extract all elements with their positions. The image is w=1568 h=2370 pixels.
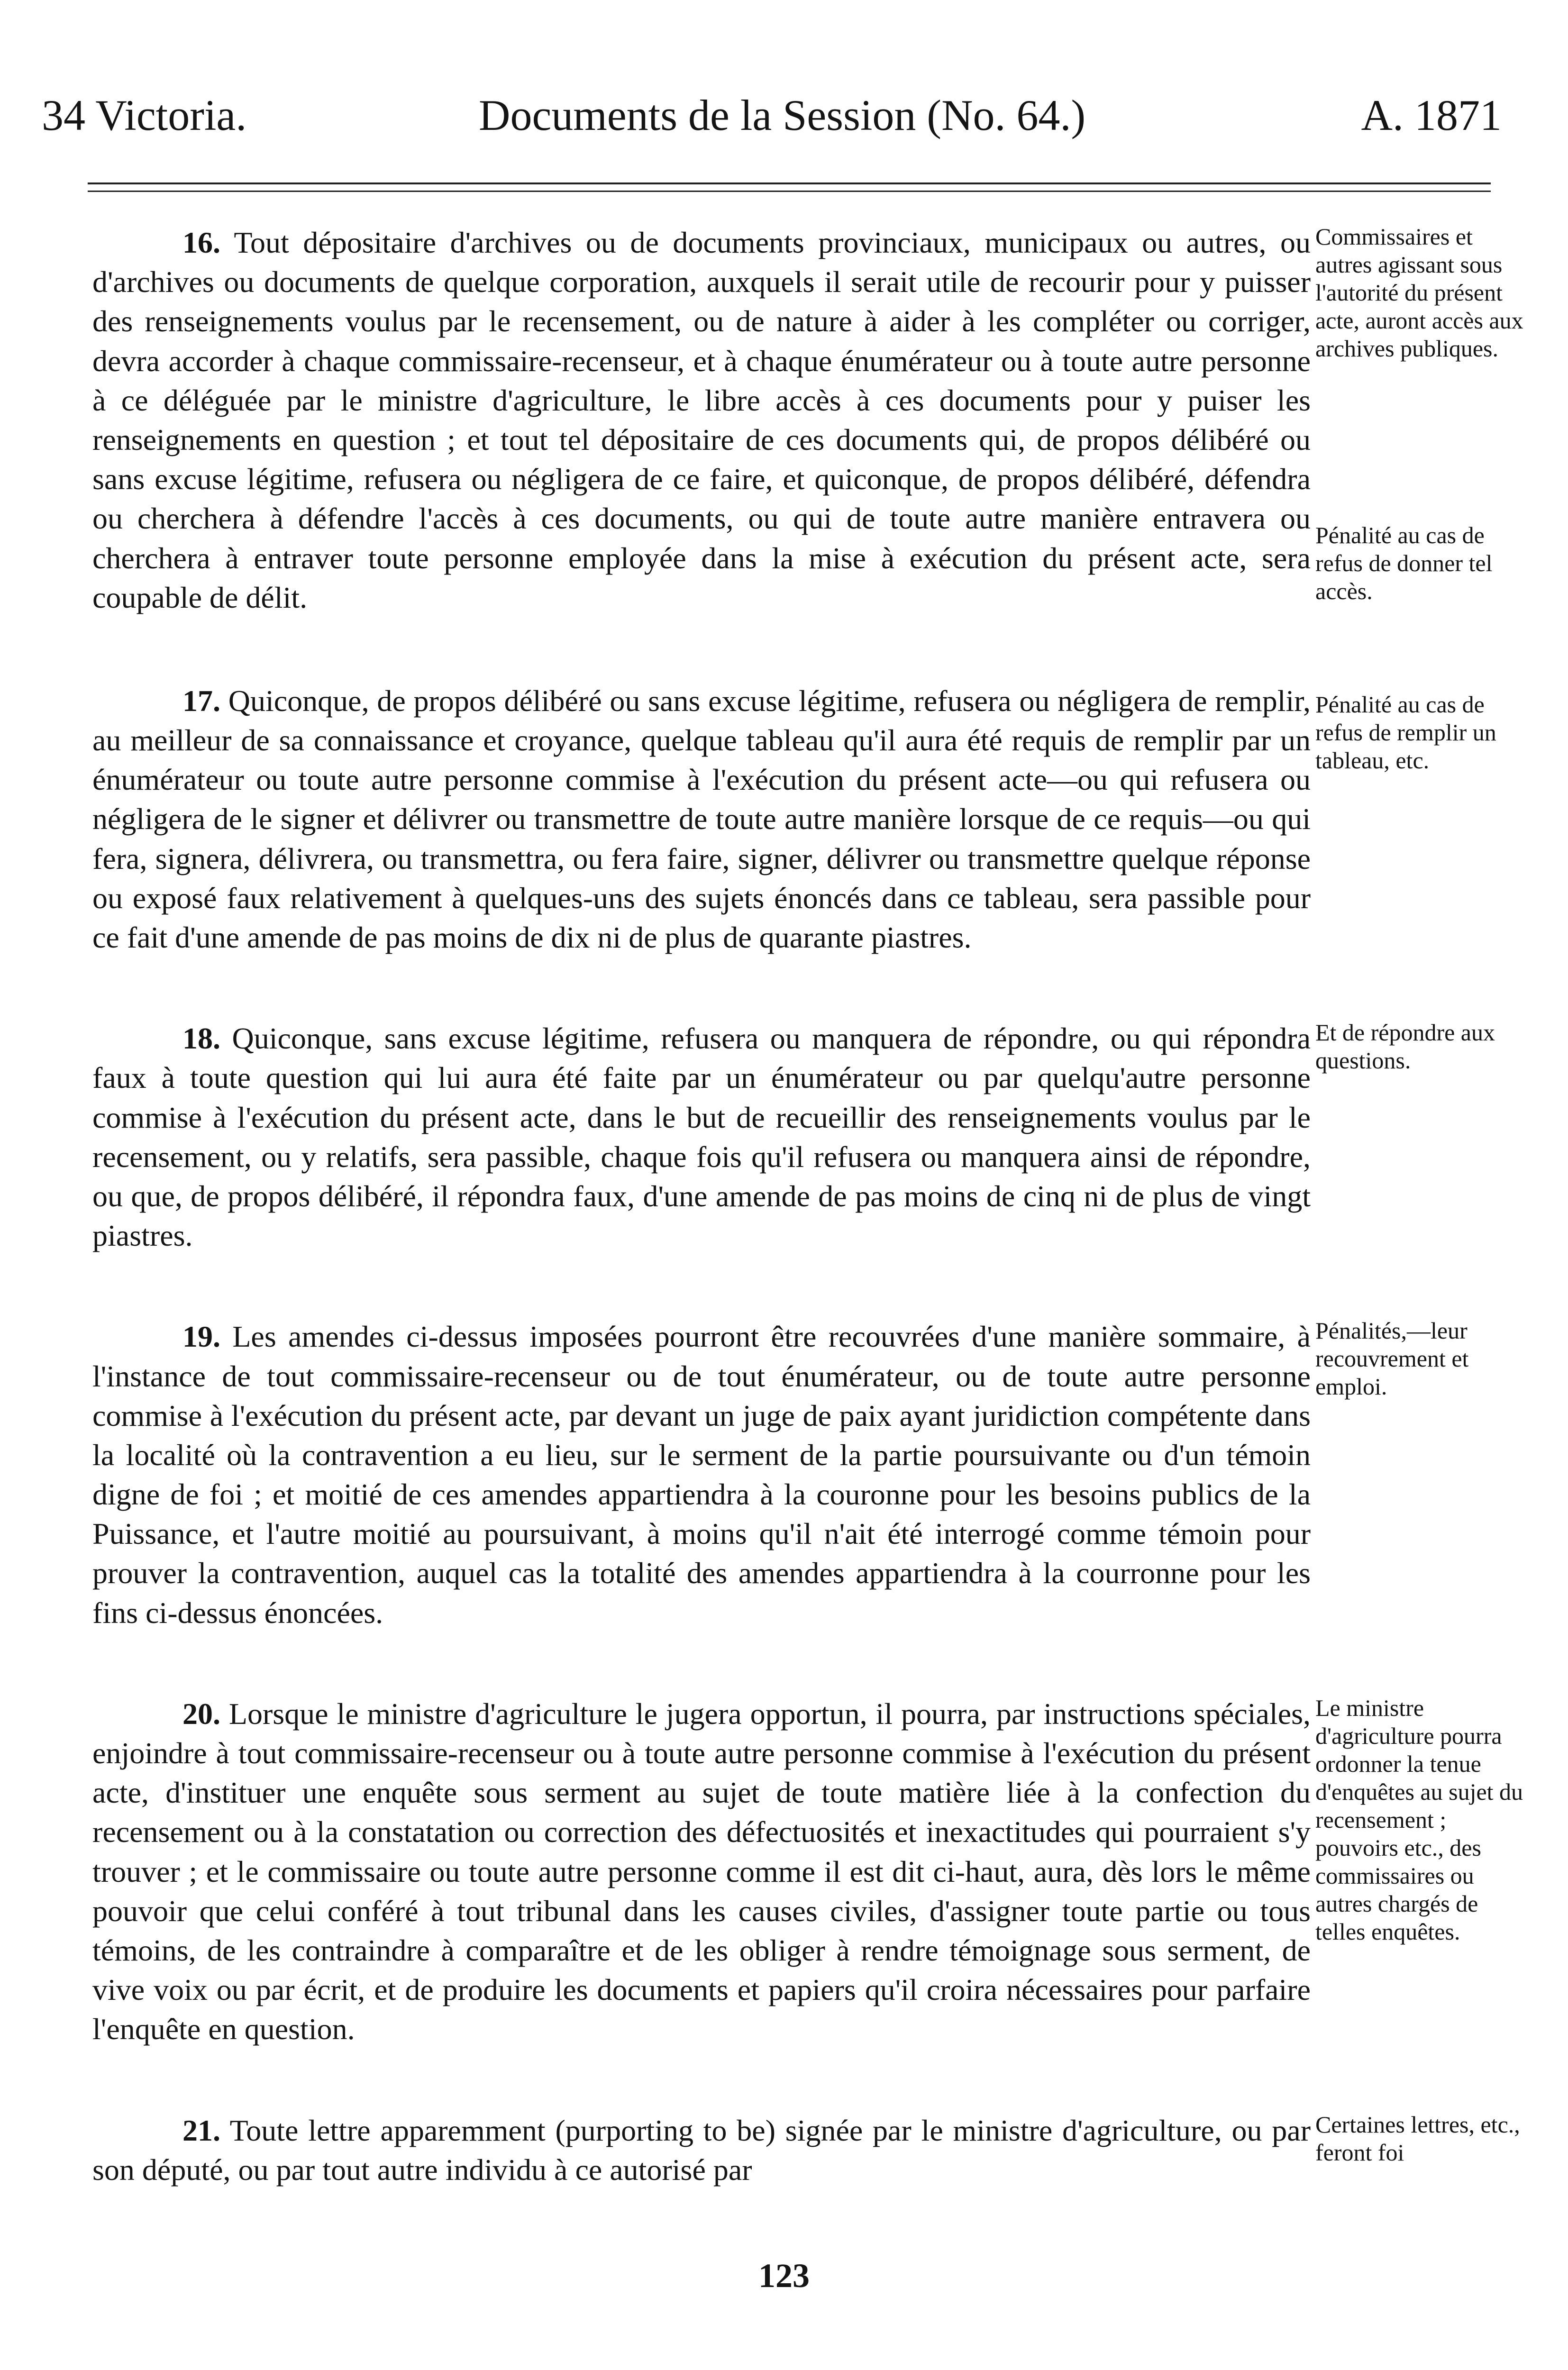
section-paragraph	[92, 1019, 1311, 1255]
section-number: 19.	[182, 1320, 220, 1354]
section-number: 18.	[182, 1021, 220, 1056]
section-text: Toute lettre apparemment (purporting to be) signée par le ministre d'agriculture, ou par son député, ou par tout autre individu à ce autorisé par	[92, 2113, 1311, 2187]
section-paragraph	[92, 2111, 1311, 2189]
header-regnal-year: 34 Victoria.	[42, 91, 247, 139]
header-rule-bottom	[88, 191, 1491, 192]
margin-note: Pénalité au cas de refus de remplir un tableau, etc.	[1315, 691, 1496, 774]
section-19	[92, 1317, 1469, 1632]
margin-note: Pénalité au cas de refus de donner tel accès.	[1315, 522, 1493, 604]
section-number: 21.	[182, 2113, 220, 2147]
section-16	[92, 223, 1523, 617]
section-text: Quiconque, de propos délibéré ou sans excuse légitime, refusera ou négligera de remplir, au meilleur de sa connaissance et croyance, quelque tableau qu'il aura été requis de remplir par un énumérateur ou toute autre personne commise à l'exécution du présent acte—ou qui refusera ou négligera de le signer et délivrer ou transmettre de toute autre manière lorsque de ce requis—ou qui fera, signera, délivrera, ou transmettra, ou fera faire, signer, délivrer ou transmettre quelque réponse ou exposé faux relativement à quelques-uns des sujets énoncés dans ce tableau, sera passible pour ce fait d'une amende de pas moins de dix ni de plus de quarante piastres.	[92, 684, 1311, 954]
header-year: A. 1871	[1361, 91, 1502, 139]
document-body	[92, 223, 1523, 2189]
section-18	[92, 1019, 1495, 1255]
margin-note: Le ministre d'agriculture pourra ordonner la tenue d'enquêtes au sujet du recensement ; pouvoirs etc., des commissaires ou autres chargés de telles enquêtes.	[1315, 1694, 1523, 1945]
margin-note: Commissaires et autres agissant sous l'autorité du présent acte, auront accès aux archives publiques.	[1315, 223, 1523, 362]
section-text: Tout dépositaire d'archives ou de documents provinciaux, municipaux ou autres, ou d'archives ou documents de quelque corporation, auxquels il serait utile de recourir pour y puisser des renseignements voulus par le recensement, ou de nature à aider à les compléter ou corriger, devra accorder à chaque commissaire-recenseur, et à chaque énumérateur ou à toute autre personne à ce déléguée par le ministre d'agriculture, le libre accès à ces documents pour y puiser les renseignements en question ; et tout tel dépositaire de ces documents qui, de propos délibéré ou sans excuse légitime, refusera ou négligera de ce faire, et quiconque, de propos délibéré, défendra ou cherchera à défendre l'accès à ces documents, ou qui de toute autre manière entravera ou cherchera à entraver toute personne employée dans la mise à exécution du présent acte, sera coupable de délit.	[92, 226, 1311, 614]
section-paragraph	[92, 681, 1311, 957]
section-number: 16.	[182, 226, 220, 259]
margin-note: Certaines lettres, etc., feront foi	[1315, 2111, 1520, 2166]
section-text: Les amendes ci-dessus imposées pourront être recouvrées d'une manière sommaire, à l'instance de tout commissaire-recenseur ou de tout énumérateur, ou de toute autre personne commise à l'exécution du présent acte, par devant un juge de paix ayant juridiction compétente dans la localité où la contravention a eu lieu, sur le serment de la partie poursuivante ou d'un témoin digne de foi ; et moitié de ces amendes appartiendra à la couronne pour les besoins publics de la Puissance, et l'autre moitié au poursuivant, à moins qu'il n'ait été interrogé comme témoin pour prouver la contravention, auquel cas la totalité des amendes appartiendra à la courronne pour les fins ci-dessus énoncées.	[92, 1320, 1311, 1630]
section-number: 20.	[182, 1696, 220, 1731]
header-title: Documents de la Session (No. 64.)	[479, 91, 1086, 139]
section-paragraph	[92, 1694, 1311, 2049]
section-21	[92, 2111, 1520, 2189]
section-17	[92, 681, 1496, 957]
page-number: 123	[758, 2257, 810, 2295]
margin-note: Et de répondre aux questions.	[1315, 1019, 1495, 1074]
section-paragraph	[92, 1317, 1311, 1632]
section-20	[92, 1694, 1523, 2049]
section-paragraph	[92, 223, 1311, 617]
section-number: 17.	[182, 684, 220, 718]
page-header	[0, 90, 1568, 152]
header-rule-top	[88, 182, 1491, 184]
margin-note: Pénalités,—leur recouvrement et emploi.	[1315, 1317, 1469, 1400]
section-text: Quiconque, sans excuse légitime, refusera ou manquera de répondre, ou qui répondra faux à toute question qui lui aura été faite par un énumérateur ou par quelqu'autre personne commise à l'exécution du présent acte, dans le but de recueillir des renseignements voulus par le recensement, ou y relatifs, sera passible, chaque fois qu'il refusera ou manquera ainsi de répondre, ou que, de propos délibéré, il répondra faux, d'une amende de pas moins de cinq ni de plus de vingt piastres.	[92, 1021, 1311, 1253]
section-text: Lorsque le ministre d'agriculture le jugera opportun, il pourra, par instructions spéciales, enjoindre à tout commissaire-recenseur ou à toute autre personne commise à l'exécution du présent acte, d'instituer une enquête sous serment au sujet de toute matière liée à la confection du recensement ou à la constatation ou correction des défectuosités et inexactitudes qui pourraient s'y trouver ; et le commissaire ou toute autre personne comme il est dit ci-haut, aura, dès lors le même pouvoir que celui conféré à tout tribunal dans les causes civiles, d'assigner toute partie ou tous témoins, de les contraindre à comparaître et de les obliger à rendre témoignage sous serment, de vive voix ou par écrit, et de produire les documents et papiers qu'il croira nécessaires pour parfaire l'enquête en question.	[92, 1696, 1311, 2046]
